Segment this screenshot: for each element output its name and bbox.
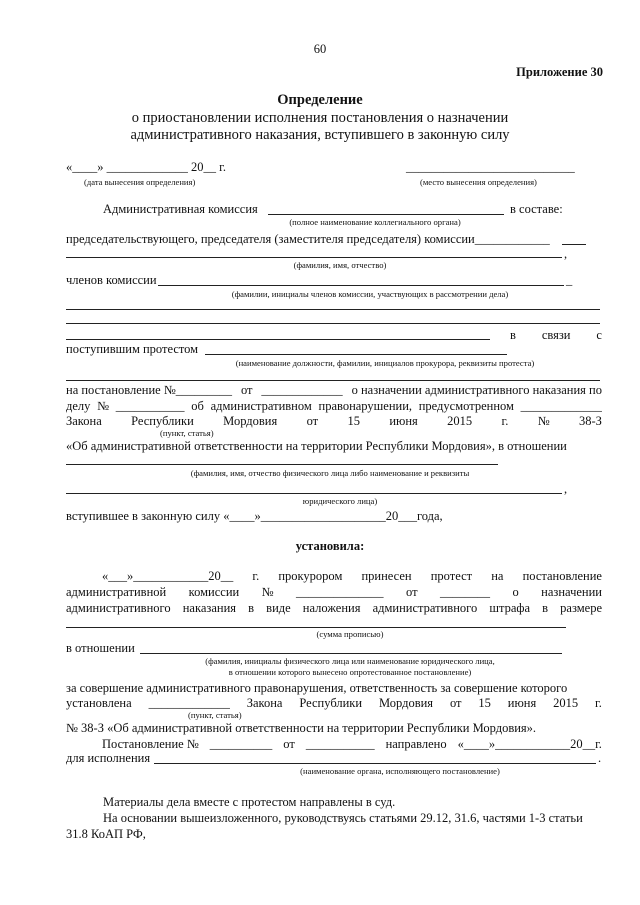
hint-prosecutor: (наименование должности, фамилии, инициалов прокурора, реквизиты протеста)	[235, 358, 535, 368]
word: предусмотренном	[418, 399, 514, 413]
law-line	[66, 415, 602, 428]
place-field[interactable]: ___________________________	[406, 160, 575, 174]
word: связи	[541, 328, 571, 342]
word: комиссии	[188, 585, 240, 599]
word: Республики	[131, 414, 194, 428]
hint-commission: (полное наименование коллегиального органа)	[289, 217, 461, 227]
word: Мордовия	[378, 696, 434, 710]
hint-date: (дата вынесения определения)	[84, 177, 196, 187]
person-field[interactable]	[66, 464, 498, 465]
word: от	[406, 585, 418, 599]
date-field[interactable]: «____» _____________ 20__ г.	[66, 160, 226, 174]
sum-field[interactable]	[66, 627, 566, 628]
page-number: 60	[313, 42, 327, 56]
word: административной	[66, 585, 167, 599]
word: штрафа	[489, 601, 531, 615]
word: №	[97, 399, 110, 413]
document-title: Определение	[277, 92, 363, 108]
resolution-number-field: __________	[209, 737, 273, 751]
word: в	[510, 328, 516, 342]
sent-line	[102, 738, 602, 751]
word: в	[542, 601, 549, 615]
word: июня	[507, 696, 537, 710]
word: административном	[210, 399, 312, 413]
effect-line: вступившее в законную силу «____»____________________20___года,	[66, 509, 443, 523]
word: протест	[430, 569, 473, 583]
execution-dot: .	[598, 751, 602, 765]
word: административного	[372, 601, 478, 615]
word: виде	[266, 601, 291, 615]
hint-legal: юридического лица)	[302, 496, 378, 506]
chair-field-end[interactable]	[562, 244, 586, 245]
members-field[interactable]	[158, 285, 564, 286]
word: на	[491, 569, 504, 583]
hint-regarding-2: в отношении которого вынесено опротестованное постановление)	[228, 667, 472, 677]
decision-date: ________	[440, 585, 491, 599]
word: Закона	[66, 414, 102, 428]
established-heading: установила:	[295, 539, 365, 553]
resolution-date-field: ___________	[305, 737, 375, 751]
members-end: _	[566, 273, 573, 287]
person-field-2[interactable]	[66, 493, 562, 494]
hint-place: (место вынесения определения)	[420, 177, 537, 187]
hint-execution: (наименование органа, исполняющего постановление)	[300, 766, 500, 776]
word: прокурором	[278, 569, 343, 583]
word: 15	[347, 414, 360, 428]
commission-label: Административная комиссия	[103, 202, 258, 216]
word: от	[449, 696, 462, 710]
word: Мордовия	[223, 414, 278, 428]
members-field-5[interactable]	[348, 339, 490, 340]
established-law-line	[66, 697, 602, 710]
hint-point: (пункт, статья)	[160, 428, 214, 438]
sent-date-field: «____»____________20__г.	[457, 737, 602, 751]
resolution-date: _____________	[261, 383, 343, 397]
word: Республики	[299, 696, 363, 710]
resolution-line	[66, 384, 602, 397]
execution-field[interactable]	[154, 763, 596, 764]
word: о	[512, 585, 519, 599]
hint-fio: (фамилия, имя, отчество)	[293, 260, 387, 270]
chair-name-field[interactable]	[66, 257, 562, 258]
members-label: членов комиссии	[66, 273, 157, 287]
word: правонарушении,	[318, 399, 413, 413]
word: июня	[389, 414, 418, 428]
prosecutor-field-2[interactable]	[66, 380, 600, 381]
word: установлена	[66, 696, 132, 710]
word: Постановление №	[102, 737, 199, 751]
protest-field[interactable]	[205, 354, 507, 355]
word: №	[537, 414, 550, 428]
execution-label: для исполнения	[66, 751, 151, 765]
word: с	[596, 328, 602, 342]
protest-label: поступившим протестом	[66, 342, 199, 356]
members-field-4[interactable]	[66, 339, 348, 340]
established-line-3	[66, 602, 602, 615]
article-field: _____________	[520, 399, 602, 413]
word: в	[248, 601, 255, 615]
article-field: _____________	[148, 696, 230, 710]
word: 2015	[553, 696, 579, 710]
commission-name-field[interactable]	[268, 214, 504, 215]
word: 38-З	[578, 414, 602, 428]
hint-regarding-1: (фамилия, инициалы физического лица или наименование юридического лица,	[205, 656, 495, 666]
word: г.	[501, 414, 509, 428]
paragraph-2: На основании вышеизложенного, руководствуясь статьями 29.12, 31.6, частями 1-3 статьи	[103, 811, 583, 825]
law-title: «Об административной ответственности на территории Республики Мордовия», в отношении	[66, 439, 567, 453]
established-line-1	[102, 570, 602, 583]
word: наказания	[182, 601, 237, 615]
established-line-2	[66, 586, 602, 599]
appendix-label: Приложение 30	[516, 65, 603, 79]
document-subtitle-1: о приостановлении исполнения постановления о назначении	[131, 110, 509, 126]
hint-sum: (сумма прописью)	[316, 629, 384, 639]
regarding-field[interactable]	[140, 653, 562, 654]
protest-date: «___»____________20__	[102, 569, 234, 583]
word: Закона	[246, 696, 283, 710]
resolution-number: на постановление №_________	[66, 383, 233, 397]
word: г.	[595, 696, 602, 710]
members-field-3[interactable]	[66, 323, 600, 324]
case-line	[66, 400, 602, 413]
person-comma: ,	[564, 482, 568, 496]
word: №	[261, 585, 274, 599]
word: направлено	[385, 737, 447, 751]
members-field-2[interactable]	[66, 309, 600, 310]
word: наложения	[302, 601, 361, 615]
word: г.	[252, 569, 260, 583]
commission-number: ______________	[296, 585, 384, 599]
paragraph-3: 31.8 КоАП РФ,	[66, 827, 146, 841]
word: назначении	[541, 585, 602, 599]
word: 2015	[447, 414, 473, 428]
chair-comma: ,	[564, 247, 568, 261]
word: от	[283, 737, 295, 751]
hint-members: (фамилии, инициалы членов комиссии, участвующих в рассмотрении дела)	[231, 289, 509, 299]
word: принесен	[361, 569, 412, 583]
paragraph-1: Материалы дела вместе с протестом направлены в суд.	[103, 795, 396, 809]
word: о назначении административного наказания по	[351, 383, 602, 397]
case-number: ___________	[115, 399, 185, 413]
violation-line: за совершение административного правонарушения, ответственность за совершение которого	[66, 681, 568, 695]
word: административного	[66, 601, 171, 615]
commission-suffix: в составе:	[510, 202, 563, 216]
document-subtitle-2: административного наказания, вступившего в законную силу	[130, 127, 510, 143]
word: об	[191, 399, 204, 413]
regarding-label: в отношении	[66, 641, 135, 655]
hint-point-2: (пункт, статья)	[188, 710, 242, 720]
in-connection-row	[510, 329, 602, 342]
word: постановление	[522, 569, 602, 583]
word: от	[306, 414, 319, 428]
word: 15	[478, 696, 491, 710]
hint-person: (фамилия, имя, отчество физического лица либо наименование и реквизиты	[190, 468, 470, 478]
chair-label: председательствующего, председателя (заместителя председателя) комиссии____________	[66, 232, 550, 246]
word: размере	[560, 601, 602, 615]
word: от	[240, 383, 253, 397]
law-line-2: № 38-З «Об административной ответственности на территории Республики Мордовия».	[66, 721, 537, 735]
word: делу	[66, 399, 91, 413]
